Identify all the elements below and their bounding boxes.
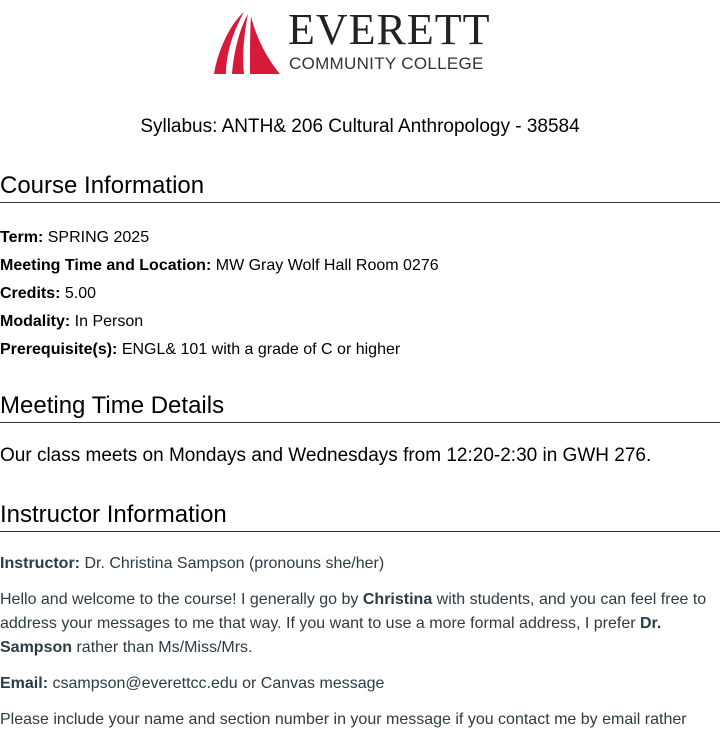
logo-mark-icon [212,10,282,76]
field-value: 5.00 [64,285,97,302]
instructor-label: Instructor: [0,555,80,572]
college-logo [212,5,512,78]
field-meeting [0,256,439,276]
meeting-text: Our class meets on Mondays and Wednesdays from 12:20-2:30 in GWH 276. [0,445,652,466]
email-value[interactable]: csampson@everettcc.edu or Canvas message [52,675,385,692]
field-value: SPRING 2025 [47,229,150,246]
field-label: Meeting Time and Location: [0,257,212,274]
meeting-heading: Meeting Time Details [0,392,720,423]
instructor-value: Dr. Christina Sampson (pronouns she/her) [84,555,385,572]
field-value: ENGL& 101 with a grade of C or higher [121,341,401,358]
field-term [0,228,149,248]
field-label: Credits: [0,285,61,302]
page-title: Syllabus: ANTH& 206 Cultural Anthropology - 38584 [140,116,580,137]
logo-text-everett: EVERETT [288,5,491,54]
logo-text-college: COMMUNITY COLLEGE [289,54,484,73]
field-modality [0,312,143,332]
field-credits [0,284,96,304]
instructor-email [0,674,384,694]
field-label: Term: [0,229,44,246]
field-value: In Person [74,313,144,330]
field-label: Prerequisite(s): [0,341,118,358]
welcome-paragraph [0,588,720,660]
field-label: Modality: [0,313,71,330]
instructor-name [0,554,384,574]
contact-note: Please include your name and section number in your message if you contact me by email rather [0,711,687,728]
text: with students, and you can feel free to address your messages to me that way. If you want to use a more formal address, I prefer [0,591,707,632]
instructor-heading: Instructor Information [0,501,720,532]
field-prerequisites [0,340,400,360]
field-value: MW Gray Wolf Hall Room 0276 [215,257,439,274]
preferred-name: Christina [362,591,433,608]
text: Hello and welcome to the course! I generally go by [0,591,363,608]
formal-name: Dr. Sampson [0,615,662,656]
course-info-heading: Course Information [0,172,720,203]
email-label: Email: [0,675,49,692]
text: rather than Ms/Miss/Mrs. [72,639,253,656]
